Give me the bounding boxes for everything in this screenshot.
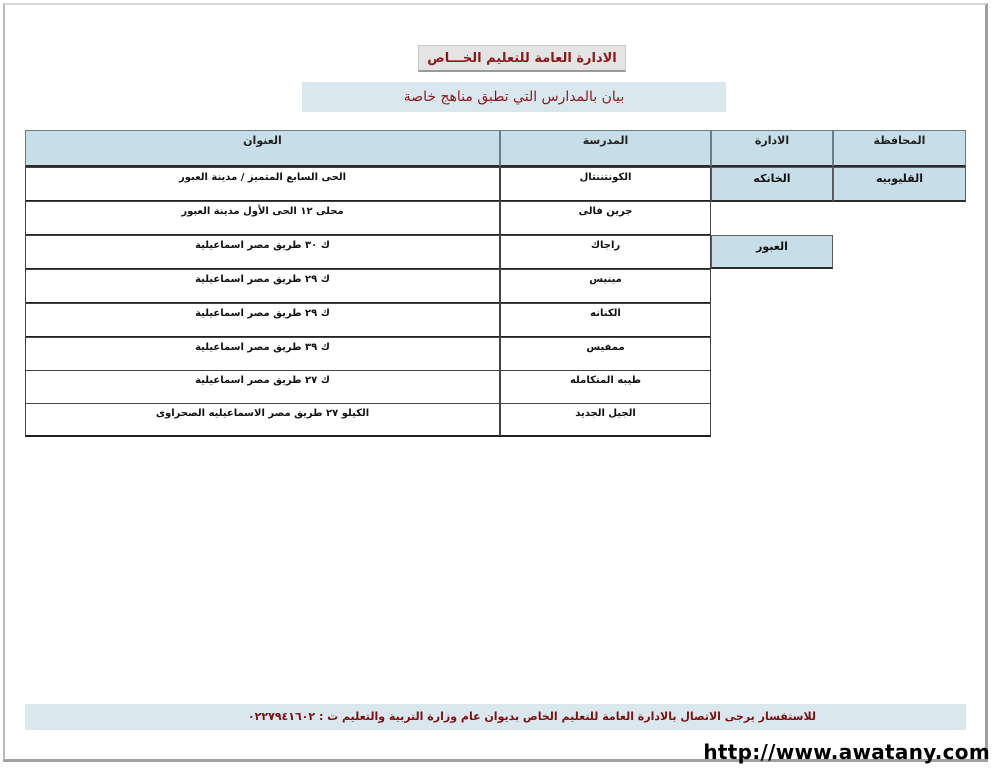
school-cell: الكنانه [500,303,711,338]
school-cell: طيبه المتكامله [500,370,711,405]
address-cell: ك ٣٠ طريق مصر اسماعيلية [25,235,500,270]
address-cell: ك ٣٩ طريق مصر اسماعيلية [25,337,500,372]
administration-cell-khanka: الخانكه [711,167,833,202]
school-cell: راجاك [500,235,711,270]
school-cell: ممفيس [500,337,711,372]
governorate-cell: القليوبيه [833,167,966,202]
school-cell: جرين فالى [500,201,711,236]
address-cell: محلى ١٢ الحى الأول مدينة العبور [25,201,500,236]
contact-footer: للاستفسار يرجى الاتصال بالادارة العامة للتعليم الخاص بديوان عام وزارة التربية والتعليم ت : ٠٢٢٧٩٤١٦٠٢ [25,704,966,730]
website-watermark[interactable]: http://www.awatany.com [703,740,990,764]
header-governorate: المحافظة [833,130,966,167]
address-cell: ك ٢٧ طريق مصر اسماعيلية [25,370,500,405]
address-cell: ك ٢٩ طريق مصر اسماعيلية [25,303,500,338]
school-cell: مينيس [500,269,711,304]
administration-cell-obour: العبور [711,235,833,269]
address-cell: الكيلو ٢٧ طريق مصر الاسماعيليه الصحراوى [25,403,500,437]
header-school: المدرسة [500,130,711,167]
address-cell: الحى السابع المتميز / مدينة العبور [25,167,500,202]
address-cell: ك ٢٩ طريق مصر اسماعيلية [25,269,500,304]
header-address: العنوان [25,130,500,167]
document-subtitle: بيان بالمدارس التي تطبق مناهج خاصة [302,82,726,112]
school-cell: الكونتننتال [500,167,711,202]
school-cell: الجيل الجديد [500,403,711,437]
document-title: الادارة العامة للتعليم الخـــاص [418,45,626,72]
header-administration: الادارة [711,130,833,167]
